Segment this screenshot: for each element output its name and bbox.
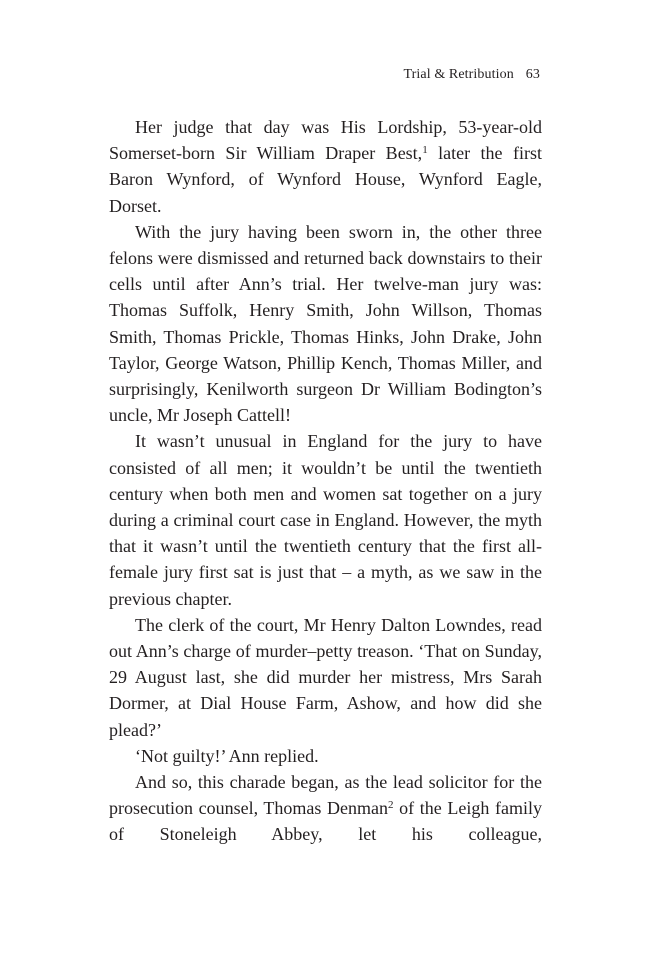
footnote-marker: 2 [388, 799, 394, 812]
paragraph-text: later the first Baron Wynford, of Wynford House, Wynford Eagle, Dorset. [109, 143, 542, 216]
paragraph-text: Her judge that day was His Lordship, 53-year-old Somerset-born Sir William Draper Best, [109, 117, 542, 164]
footnote-marker: 1 [422, 144, 428, 157]
page-number: 63 [525, 67, 540, 82]
paragraph-charade [109, 769, 542, 848]
paragraph-plea: ‘Not guilty!’ Ann replied. [135, 745, 319, 766]
body-text [109, 114, 542, 848]
paragraph-charge: The clerk of the court, Mr Henry Dalton Lowndes, read out Ann’s charge of murder–petty treason. ‘That on Sunday, 29 August last, she did murder her mistress, Mrs Sarah Dormer, at Dial House Farm, Ashow, and how did she plead?’ [109, 614, 542, 740]
running-title: Trial & Retribution [403, 67, 514, 82]
paragraph-all-men-jury: It wasn’t unusual in England for the jury to have consisted of all men; it wouldn’t be until the twentieth century when both men and women sat together on a jury during a criminal court case in England. However, the myth that it wasn’t until the twentieth century that the first all-female jury first sat is just that – a myth, as we saw in the previous chapter. [109, 431, 542, 609]
paragraph-jury: With the jury having been sworn in, the other three felons were dismissed and returned back downstairs to their cells until after Ann’s trial. Her twelve-man jury was: Thomas Suffolk, Henry Smith, John Willson, Thomas Smith, Thomas Prickle, Thomas Hinks, John Drake, John Taylor, George Watson, Phillip Kench, Thomas Miller, and surprisingly, Kenilworth surgeon Dr William Bodington’s uncle, Mr Joseph Cattell! [109, 221, 542, 426]
paragraph-text: of the Leigh family of Stoneleigh Abbey, let his colleague, [109, 798, 542, 845]
paragraph-judge [109, 114, 542, 219]
running-head [404, 66, 540, 84]
paragraph-text: And so, this charade began, as the lead solicitor for the prosecution counsel, Thomas Denman [109, 772, 542, 819]
